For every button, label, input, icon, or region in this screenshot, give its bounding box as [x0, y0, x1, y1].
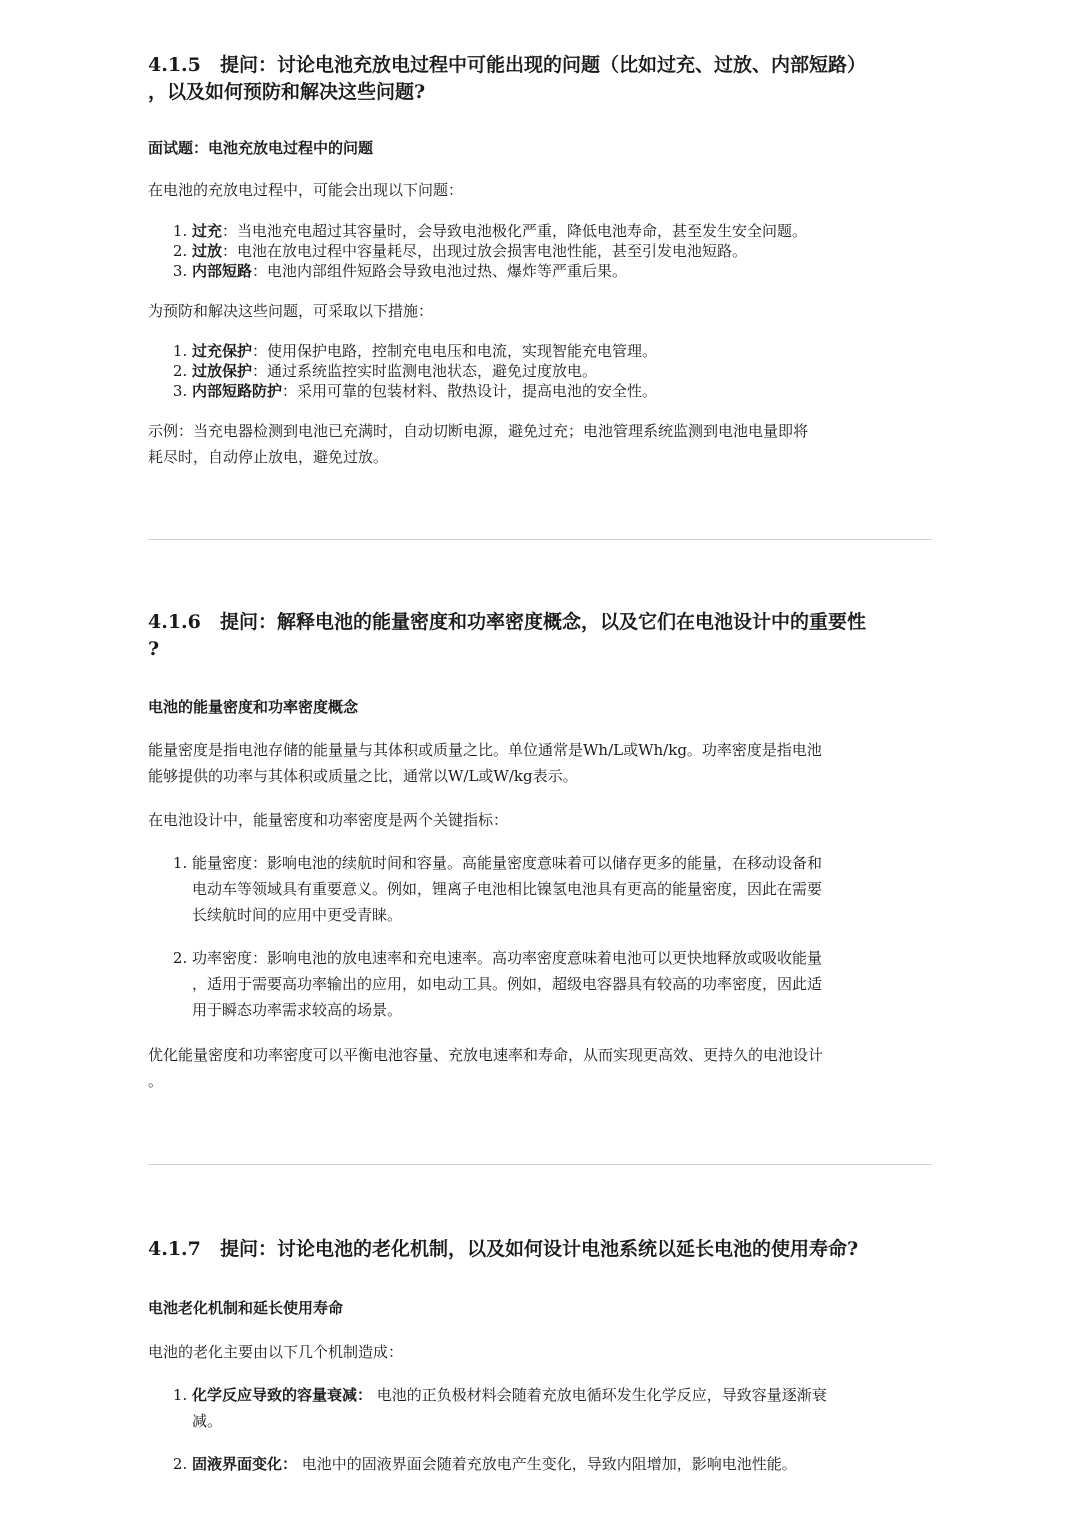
section-title: 提问：解释电池的能量密度和功率密度概念，以及它们在电池设计中的重要性 — [220, 611, 867, 633]
list-item-line: 功率密度：影响电池的放电速率和充电速率。高功率密度意味着电池可以更快地释放或吸收能量 — [192, 949, 823, 967]
list-item — [192, 361, 932, 381]
section-4-1-5 — [148, 52, 932, 106]
key-metrics-intro: 在电池设计中，能量密度和功率密度是两个关键指标： — [148, 811, 509, 829]
paragraph-line: 能量密度是指电池存储的能量量与其体积或质量之比。单位通常是Wh/L或Wh/kg。功率密度是指电池 — [148, 741, 822, 759]
list-item-term: 过放 — [192, 242, 223, 260]
list-item — [192, 241, 932, 261]
list-item-text: ：采用可靠的包装材料、散热设计，提高电池的安全性。 — [282, 382, 658, 400]
list-item — [192, 1382, 932, 1434]
list-item-line: 电池的正负极材料会随着充放电循环发生化学反应，导致容量逐渐衰 — [376, 1386, 827, 1404]
list-item-text: ：使用保护电路，控制充电电压和电流，实现智能充电管理。 — [252, 342, 658, 360]
list-item-line: 电池中的固液界面会随着充放电产生变化，导致内阻增加，影响电池性能。 — [301, 1455, 797, 1473]
list-item-text: ：通过系统监控实时监测电池状态，避免过度放电。 — [252, 362, 598, 380]
list-item-term: 过充 — [192, 222, 223, 240]
list-item-text: ：电池在放电过程中容量耗尽，出现过放会损害电池性能，甚至引发电池短路。 — [222, 242, 748, 260]
section-4-1-7 — [148, 1236, 932, 1263]
list-item-line: 用于瞬态功率需求较高的场景。 — [192, 1001, 403, 1019]
list-item-line: ，适用于需要高功率输出的应用，如电动工具。例如，超级电容器具有较高的功率密度，因此适 — [192, 975, 823, 993]
paragraph-line: 优化能量密度和功率密度可以平衡电池容量、充放电速率和寿命，从而实现更高效、更持久的电池设计 — [148, 1046, 824, 1064]
example-line: 示例：当充电器检测到电池已充满时，自动切断电源，避免过充；电池管理系统监测到电池电量即将 — [148, 422, 809, 440]
definition-paragraph — [148, 737, 932, 789]
section-title: 提问：讨论电池的老化机制，以及如何设计电池系统以延长电池的使用寿命? — [220, 1238, 859, 1260]
intro-paragraph: 电池的老化主要由以下几个机制造成： — [148, 1343, 404, 1361]
list-item-term: 内部短路防护 — [192, 382, 283, 400]
closing-paragraph — [148, 1042, 932, 1094]
intro-paragraph: 在电池的充放电过程中，可能会出现以下问题： — [148, 181, 464, 199]
list-item — [192, 261, 932, 281]
list-item — [192, 341, 932, 361]
section-4-1-6 — [148, 609, 932, 663]
aging-mechanisms-list — [148, 1382, 932, 1477]
section-number: 4.1.6 — [148, 611, 201, 633]
measures-list — [148, 341, 932, 401]
section-heading — [148, 1236, 932, 1263]
list-item — [192, 850, 932, 928]
paragraph-line: 能够提供的功率与其体积或质量之比，通常以W/L或W/kg表示。 — [148, 767, 578, 785]
section-title-continuation: ，以及如何预防和解决这些问题? — [148, 81, 426, 103]
paragraph-line: 。 — [148, 1072, 164, 1090]
list-item-term: 内部短路 — [192, 262, 253, 280]
example-paragraph — [148, 418, 932, 470]
subsection-title: 面试题：电池充放电过程中的问题 — [148, 139, 374, 157]
section-heading — [148, 609, 932, 663]
list-item-line: 减。 — [192, 1412, 223, 1430]
list-item-line: 电动车等领域具有重要意义。例如，锂离子电池相比镍氢电池具有更高的能量密度，因此在需要 — [192, 880, 823, 898]
section-title: 提问：讨论电池充放电过程中可能出现的问题（比如过充、过放、内部短路） — [220, 54, 867, 76]
list-item-term: 过充保护 — [192, 342, 253, 360]
measures-intro: 为预防和解决这些问题，可采取以下措施： — [148, 302, 434, 320]
list-item-line: 能量密度：影响电池的续航时间和容量。高能量密度意味着可以储存更多的能量，在移动设备和 — [192, 854, 823, 872]
section-heading — [148, 52, 932, 106]
list-item-line: 长续航时间的应用中更受青睐。 — [192, 906, 403, 924]
list-item — [192, 221, 932, 241]
section-divider — [148, 1164, 932, 1165]
list-item — [192, 381, 932, 401]
subsection-title: 电池老化机制和延长使用寿命 — [148, 1299, 344, 1317]
list-item — [192, 945, 932, 1023]
subsection-title: 电池的能量密度和功率密度概念 — [148, 698, 359, 716]
section-number: 4.1.7 — [148, 1238, 201, 1260]
section-title-continuation: ? — [148, 638, 160, 660]
list-item-term: 化学反应导致的容量衰减： — [192, 1386, 373, 1404]
metrics-list — [148, 850, 932, 1023]
list-item-term: 固液界面变化： — [192, 1455, 298, 1473]
list-item-term: 过放保护 — [192, 362, 253, 380]
example-line: 耗尽时，自动停止放电，避免过放。 — [148, 448, 389, 466]
section-number: 4.1.5 — [148, 54, 201, 76]
list-item — [192, 1451, 932, 1477]
list-item-text: ：电池内部组件短路会导致电池过热、爆炸等严重后果。 — [252, 262, 628, 280]
problems-list — [148, 221, 932, 281]
list-item-text: ：当电池充电超过其容量时，会导致电池极化严重，降低电池寿命，甚至发生安全问题。 — [222, 222, 808, 240]
section-divider — [148, 539, 932, 540]
